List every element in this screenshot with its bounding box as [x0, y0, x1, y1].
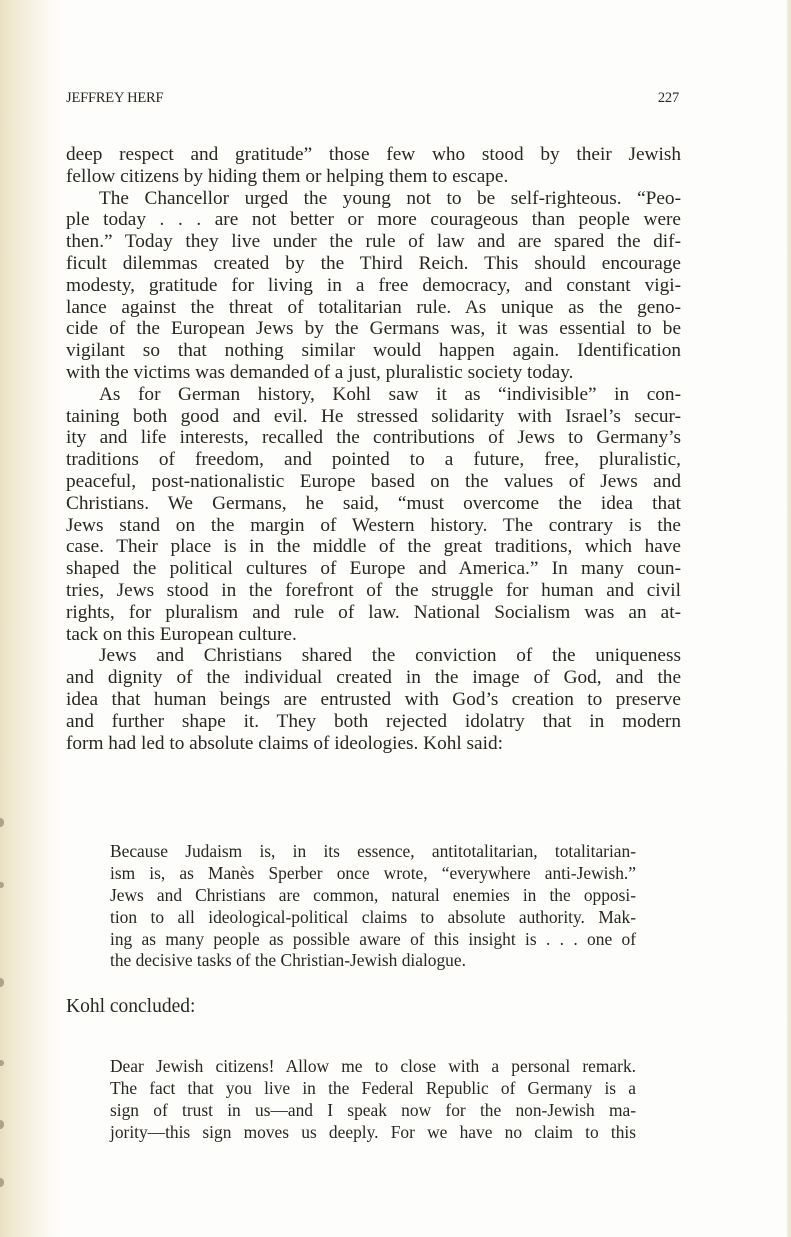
quote-line: sign of trust in us—and I speak now for the non-Jewish ma- [110, 1099, 636, 1120]
text-line: fellow citizens by hiding them or helping them to escape. [66, 165, 509, 187]
text-line: cide of the European Jews by the Germans was, it was essential to be [66, 318, 681, 340]
text-line: form had led to absolute claims of ideologies. Kohl said: [66, 732, 503, 754]
text-line: ficult dilemmas created by the Third Reich. This should encourage [66, 252, 681, 274]
text-line: idea that human beings are entrusted with God’s creation to preserve [66, 688, 681, 710]
quote-line: Jews and Christians are common, natural enemies in the opposi- [110, 884, 636, 905]
quote-line: ing as many people as possible aware of this insight is . . . one of [110, 928, 636, 949]
text-line: with the victims was demanded of a just, pluralistic society today. [66, 361, 574, 383]
text-line: and dignity of the individual created in the image of God, and the [66, 667, 681, 689]
text-line: case. Their place is in the middle of the great traditions, which have [66, 536, 681, 558]
text-line: As for German history, Kohl saw it as “indivisible” in con- [99, 383, 681, 405]
binding-marks [0, 0, 8, 1237]
page-edge-right [786, 0, 791, 1237]
text-line: tack on this European culture. [66, 623, 297, 645]
text-line: vigilant so that nothing similar would happen again. Identification [66, 340, 681, 362]
text-line: ple today . . . are not better or more courageous than people were [66, 209, 681, 231]
block-quote-closing-remark [110, 1056, 636, 1144]
running-head-author: JEFFREY HERF [66, 90, 164, 106]
text-line: Jews and Christians shared the conviction of the uniqueness [99, 645, 681, 667]
text-line: lance against the threat of totalitarian rule. As unique as the geno- [66, 296, 681, 318]
text-line: taining both good and evil. He stressed solidarity with Israel’s secur- [66, 405, 681, 427]
text-line: ity and life interests, recalled the contributions of Jews to Germany’s [66, 427, 681, 449]
text-line: Jews stand on the margin of Western history. The contrary is the [66, 514, 681, 536]
quote-line: Dear Jewish citizens! Allow me to close with a personal remark. [110, 1056, 636, 1076]
quote-line: The fact that you live in the Federal Republic of Germany is a [110, 1077, 636, 1098]
page-gutter-shadow [0, 0, 62, 1237]
text-line: modesty, gratitude for living in a free democracy, and constant vigi- [66, 274, 681, 296]
quote-line: the decisive tasks of the Christian-Jewish dialogue. [110, 950, 466, 971]
transition-text: Kohl concluded: [66, 996, 196, 1017]
text-line: deep respect and gratitude” those few who stood by their Jewish [66, 144, 681, 165]
quote-line: Because Judaism is, in its essence, antitotalitarian, totalitarian- [110, 841, 636, 861]
quote-line: ism is, as Manès Sperber once wrote, “everywhere anti-Jewish.” [110, 862, 636, 883]
text-line: and further shape it. They both rejected idolatry that in modern [66, 710, 681, 732]
text-line: traditions of freedom, and pointed to a future, free, pluralistic, [66, 449, 681, 471]
page-number: 227 [657, 90, 679, 106]
text-line: The Chancellor urged the young not to be self-righteous. “Peo- [99, 187, 681, 209]
body-text [66, 144, 681, 754]
text-line: peaceful, post-nationalistic Europe based on the values of Jews and [66, 470, 681, 492]
text-line: rights, for pluralism and rule of law. National Socialism was an at- [66, 601, 681, 623]
text-line: tries, Jews stood in the forefront of the struggle for human and civil [66, 579, 681, 601]
quote-line: jority—this sign moves us deeply. For we have no claim to this [110, 1121, 636, 1142]
block-quote-sperber [110, 841, 636, 972]
text-line: shaped the political cultures of Europe and America.” In many coun- [66, 558, 681, 580]
text-line: then.” Today they live under the rule of law and are spared the dif- [66, 231, 681, 253]
quote-line: tion to all ideological-political claims to absolute authority. Mak- [110, 906, 636, 927]
text-line: Christians. We Germans, he said, “must overcome the idea that [66, 492, 681, 514]
